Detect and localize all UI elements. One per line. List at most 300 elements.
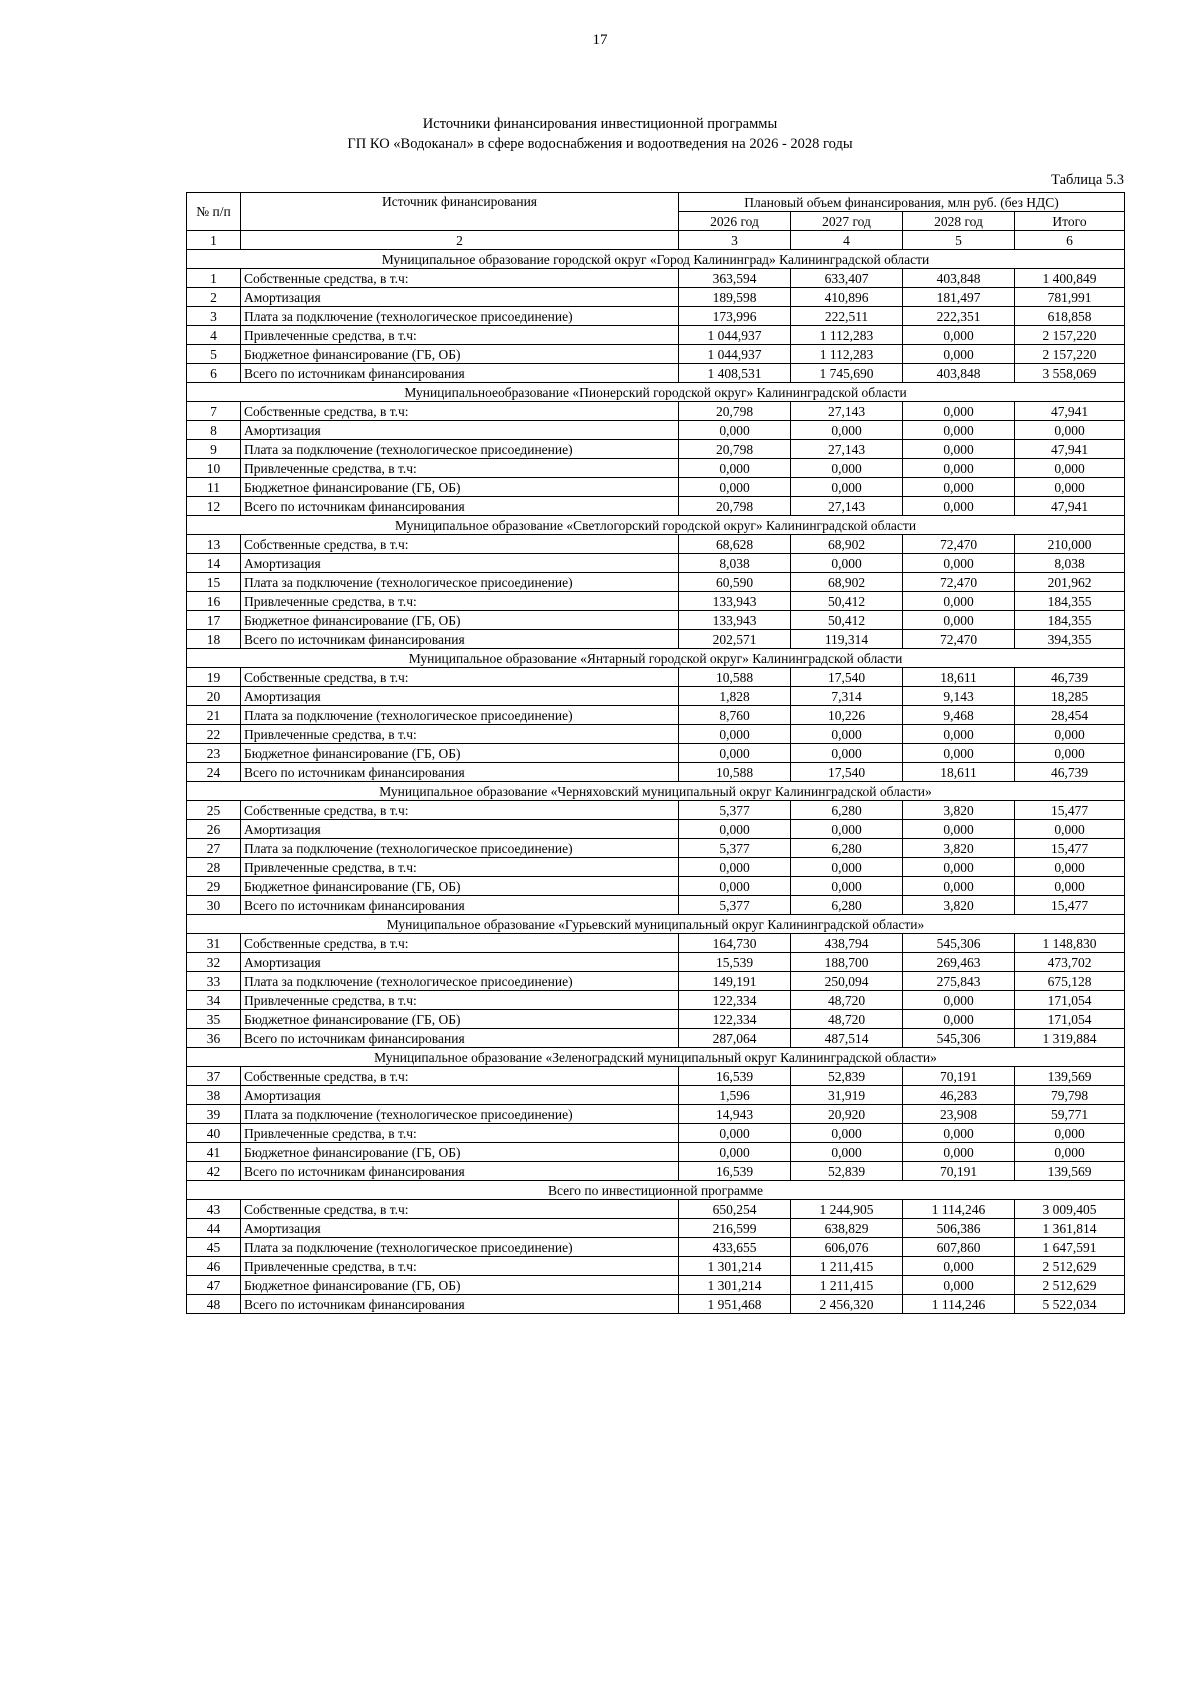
cell-total: 0,000 — [1015, 820, 1125, 839]
cell-2026: 1 301,214 — [679, 1257, 791, 1276]
table-row — [187, 1238, 1125, 1257]
cell-total: 79,798 — [1015, 1086, 1125, 1105]
cell-total: 201,962 — [1015, 573, 1125, 592]
cell-2028: 3,820 — [903, 801, 1015, 820]
row-number: 20 — [187, 687, 241, 706]
cell-2027: 0,000 — [791, 858, 903, 877]
row-number: 32 — [187, 953, 241, 972]
cell-2026: 0,000 — [679, 858, 791, 877]
cell-2028: 0,000 — [903, 326, 1015, 345]
cell-total: 171,054 — [1015, 1010, 1125, 1029]
cell-2028: 0,000 — [903, 592, 1015, 611]
row-number: 26 — [187, 820, 241, 839]
cell-total: 0,000 — [1015, 459, 1125, 478]
row-source-name: Собственные средства, в т.ч: — [241, 1200, 679, 1219]
row-source-name: Собственные средства, в т.ч: — [241, 535, 679, 554]
cell-total: 3 009,405 — [1015, 1200, 1125, 1219]
cell-total: 1 361,814 — [1015, 1219, 1125, 1238]
row-number: 36 — [187, 1029, 241, 1048]
cell-2027: 48,720 — [791, 1010, 903, 1029]
cell-2027: 6,280 — [791, 839, 903, 858]
cell-total: 0,000 — [1015, 478, 1125, 497]
row-number: 31 — [187, 934, 241, 953]
cell-2027: 52,839 — [791, 1067, 903, 1086]
cell-2026: 1,596 — [679, 1086, 791, 1105]
row-source-name: Собственные средства, в т.ч: — [241, 269, 679, 288]
row-source-name: Собственные средства, в т.ч: — [241, 668, 679, 687]
table-row — [187, 1257, 1125, 1276]
row-number: 43 — [187, 1200, 241, 1219]
row-source-name: Всего по источникам финансирования — [241, 896, 679, 915]
row-number: 8 — [187, 421, 241, 440]
cell-2028: 0,000 — [903, 459, 1015, 478]
cell-2027: 0,000 — [791, 459, 903, 478]
section-header-row — [187, 1048, 1125, 1067]
cell-2027: 1 244,905 — [791, 1200, 903, 1219]
cell-total: 184,355 — [1015, 592, 1125, 611]
section-title: Всего по инвестиционной программе — [187, 1181, 1125, 1200]
section-title: Муниципальное образование «Черняховский муниципальный округ Калининградской области» — [187, 782, 1125, 801]
cell-total: 184,355 — [1015, 611, 1125, 630]
table-row — [187, 896, 1125, 915]
row-number: 45 — [187, 1238, 241, 1257]
row-source-name: Привлеченные средства, в т.ч: — [241, 725, 679, 744]
cell-2028: 403,848 — [903, 364, 1015, 383]
cell-2027: 52,839 — [791, 1162, 903, 1181]
table-row — [187, 839, 1125, 858]
cell-total: 210,000 — [1015, 535, 1125, 554]
cell-2028: 607,860 — [903, 1238, 1015, 1257]
cell-total: 18,285 — [1015, 687, 1125, 706]
row-number: 34 — [187, 991, 241, 1010]
row-number: 42 — [187, 1162, 241, 1181]
cell-2026: 1 044,937 — [679, 326, 791, 345]
cell-total: 781,991 — [1015, 288, 1125, 307]
table-row — [187, 877, 1125, 896]
cell-2026: 0,000 — [679, 877, 791, 896]
row-number: 30 — [187, 896, 241, 915]
row-source-name: Амортизация — [241, 288, 679, 307]
cell-2026: 363,594 — [679, 269, 791, 288]
table-row — [187, 668, 1125, 687]
cell-2026: 122,334 — [679, 991, 791, 1010]
cell-2026: 0,000 — [679, 421, 791, 440]
row-number: 11 — [187, 478, 241, 497]
cell-2026: 8,760 — [679, 706, 791, 725]
cell-2027: 0,000 — [791, 725, 903, 744]
cell-2027: 48,720 — [791, 991, 903, 1010]
cell-total: 2 157,220 — [1015, 345, 1125, 364]
table-header — [187, 193, 1125, 250]
row-source-name: Плата за подключение (технологическое присоединение) — [241, 307, 679, 326]
cell-2027: 6,280 — [791, 801, 903, 820]
cell-2027: 638,829 — [791, 1219, 903, 1238]
row-source-name: Всего по источникам финансирования — [241, 1295, 679, 1314]
row-source-name: Бюджетное финансирование (ГБ, ОБ) — [241, 478, 679, 497]
table-caption: Таблица 5.3 — [1051, 172, 1124, 188]
cell-2027: 27,143 — [791, 440, 903, 459]
cell-2026: 133,943 — [679, 611, 791, 630]
row-source-name: Амортизация — [241, 1086, 679, 1105]
table-row — [187, 497, 1125, 516]
cell-2026: 433,655 — [679, 1238, 791, 1257]
cell-total: 15,477 — [1015, 839, 1125, 858]
cell-total: 59,771 — [1015, 1105, 1125, 1124]
cell-2026: 133,943 — [679, 592, 791, 611]
cell-2027: 0,000 — [791, 421, 903, 440]
col-number: 6 — [1015, 231, 1125, 250]
table-row — [187, 934, 1125, 953]
cell-total: 0,000 — [1015, 1124, 1125, 1143]
table-row — [187, 1124, 1125, 1143]
row-number: 7 — [187, 402, 241, 421]
cell-2028: 70,191 — [903, 1162, 1015, 1181]
row-number: 21 — [187, 706, 241, 725]
table-row — [187, 1086, 1125, 1105]
cell-total: 8,038 — [1015, 554, 1125, 573]
cell-2027: 1 112,283 — [791, 345, 903, 364]
cell-2028: 0,000 — [903, 1143, 1015, 1162]
table-row — [187, 991, 1125, 1010]
cell-2027: 0,000 — [791, 1124, 903, 1143]
cell-total: 139,569 — [1015, 1067, 1125, 1086]
header-year-2028: 2028 год — [903, 212, 1015, 231]
cell-2027: 17,540 — [791, 763, 903, 782]
cell-total: 47,941 — [1015, 497, 1125, 516]
cell-2026: 0,000 — [679, 478, 791, 497]
section-title: Муниципальное образование «Светлогорский городской округ» Калининградской области — [187, 516, 1125, 535]
cell-2027: 250,094 — [791, 972, 903, 991]
cell-2028: 0,000 — [903, 497, 1015, 516]
row-number: 1 — [187, 269, 241, 288]
cell-2028: 181,497 — [903, 288, 1015, 307]
cell-2027: 487,514 — [791, 1029, 903, 1048]
cell-2027: 50,412 — [791, 592, 903, 611]
cell-2027: 0,000 — [791, 478, 903, 497]
row-source-name: Бюджетное финансирование (ГБ, ОБ) — [241, 611, 679, 630]
cell-total: 394,355 — [1015, 630, 1125, 649]
cell-2027: 50,412 — [791, 611, 903, 630]
cell-total: 171,054 — [1015, 991, 1125, 1010]
cell-total: 47,941 — [1015, 402, 1125, 421]
table-row — [187, 1200, 1125, 1219]
cell-2028: 0,000 — [903, 1010, 1015, 1029]
col-number: 3 — [679, 231, 791, 250]
cell-2026: 16,539 — [679, 1162, 791, 1181]
cell-2028: 9,143 — [903, 687, 1015, 706]
document-title-line-1: Источники финансирования инвестиционной программы — [422, 116, 778, 132]
col-number: 1 — [187, 231, 241, 250]
cell-2028: 269,463 — [903, 953, 1015, 972]
section-header-row — [187, 250, 1125, 269]
cell-2027: 119,314 — [791, 630, 903, 649]
document-title — [0, 114, 1200, 154]
cell-total: 2 512,629 — [1015, 1257, 1125, 1276]
cell-2027: 1 211,415 — [791, 1276, 903, 1295]
cell-2026: 5,377 — [679, 896, 791, 915]
cell-total: 0,000 — [1015, 725, 1125, 744]
row-number: 22 — [187, 725, 241, 744]
cell-total: 618,858 — [1015, 307, 1125, 326]
row-number: 41 — [187, 1143, 241, 1162]
col-number: 2 — [241, 231, 679, 250]
row-source-name: Плата за подключение (технологическое присоединение) — [241, 706, 679, 725]
cell-2028: 222,351 — [903, 307, 1015, 326]
cell-2028: 0,000 — [903, 554, 1015, 573]
row-number: 10 — [187, 459, 241, 478]
table-row — [187, 554, 1125, 573]
cell-total: 46,739 — [1015, 668, 1125, 687]
header-volume-col: Плановый объем финансирования, млн руб. (без НДС) — [679, 193, 1125, 212]
section-title: Муниципальное образование «Зеленоградский муниципальный округ Калининградской области» — [187, 1048, 1125, 1067]
cell-total: 473,702 — [1015, 953, 1125, 972]
cell-2026: 164,730 — [679, 934, 791, 953]
table-row — [187, 1219, 1125, 1238]
header-total: Итого — [1015, 212, 1125, 231]
cell-2026: 0,000 — [679, 1143, 791, 1162]
table-row — [187, 269, 1125, 288]
cell-2027: 0,000 — [791, 554, 903, 573]
row-number: 19 — [187, 668, 241, 687]
cell-2028: 275,843 — [903, 972, 1015, 991]
row-number: 12 — [187, 497, 241, 516]
cell-2028: 0,000 — [903, 421, 1015, 440]
row-number: 28 — [187, 858, 241, 877]
table-row — [187, 573, 1125, 592]
cell-2027: 0,000 — [791, 744, 903, 763]
section-header-row — [187, 649, 1125, 668]
cell-2028: 46,283 — [903, 1086, 1015, 1105]
cell-2026: 1 951,468 — [679, 1295, 791, 1314]
cell-2027: 1 211,415 — [791, 1257, 903, 1276]
table-row — [187, 1010, 1125, 1029]
cell-total: 0,000 — [1015, 877, 1125, 896]
table-row — [187, 288, 1125, 307]
row-source-name: Привлеченные средства, в т.ч: — [241, 1257, 679, 1276]
cell-2028: 0,000 — [903, 744, 1015, 763]
cell-2026: 0,000 — [679, 725, 791, 744]
cell-2027: 27,143 — [791, 497, 903, 516]
table-row — [187, 1162, 1125, 1181]
row-number: 29 — [187, 877, 241, 896]
cell-total: 0,000 — [1015, 421, 1125, 440]
row-number: 5 — [187, 345, 241, 364]
row-source-name: Плата за подключение (технологическое присоединение) — [241, 1105, 679, 1124]
cell-2028: 72,470 — [903, 535, 1015, 554]
row-number: 15 — [187, 573, 241, 592]
table-row — [187, 820, 1125, 839]
cell-2027: 2 456,320 — [791, 1295, 903, 1314]
row-source-name: Бюджетное финансирование (ГБ, ОБ) — [241, 877, 679, 896]
table-row — [187, 345, 1125, 364]
cell-2028: 72,470 — [903, 630, 1015, 649]
table-row — [187, 402, 1125, 421]
table-row — [187, 630, 1125, 649]
row-number: 27 — [187, 839, 241, 858]
cell-2026: 60,590 — [679, 573, 791, 592]
cell-2026: 0,000 — [679, 1124, 791, 1143]
row-source-name: Собственные средства, в т.ч: — [241, 934, 679, 953]
header-year-2027: 2027 год — [791, 212, 903, 231]
row-number: 40 — [187, 1124, 241, 1143]
cell-2027: 20,920 — [791, 1105, 903, 1124]
header-source-col: Источник финансирования — [241, 193, 679, 231]
row-source-name: Амортизация — [241, 421, 679, 440]
cell-2026: 122,334 — [679, 1010, 791, 1029]
row-number: 13 — [187, 535, 241, 554]
cell-total: 0,000 — [1015, 1143, 1125, 1162]
table-row — [187, 1067, 1125, 1086]
cell-2027: 27,143 — [791, 402, 903, 421]
section-header-row — [187, 383, 1125, 402]
table-body — [187, 250, 1125, 1314]
cell-2027: 6,280 — [791, 896, 903, 915]
row-number: 37 — [187, 1067, 241, 1086]
row-source-name: Собственные средства, в т.ч: — [241, 801, 679, 820]
cell-2028: 403,848 — [903, 269, 1015, 288]
table-row — [187, 421, 1125, 440]
cell-2028: 0,000 — [903, 1124, 1015, 1143]
row-source-name: Всего по источникам финансирования — [241, 630, 679, 649]
cell-2026: 14,943 — [679, 1105, 791, 1124]
cell-2028: 0,000 — [903, 820, 1015, 839]
cell-2026: 1 408,531 — [679, 364, 791, 383]
cell-2027: 1 745,690 — [791, 364, 903, 383]
row-source-name: Собственные средства, в т.ч: — [241, 402, 679, 421]
cell-2026: 287,064 — [679, 1029, 791, 1048]
cell-2028: 9,468 — [903, 706, 1015, 725]
row-number: 33 — [187, 972, 241, 991]
row-number: 16 — [187, 592, 241, 611]
row-number: 38 — [187, 1086, 241, 1105]
row-number: 4 — [187, 326, 241, 345]
header-num-col: № п/п — [187, 193, 241, 231]
cell-2027: 31,919 — [791, 1086, 903, 1105]
cell-2028: 0,000 — [903, 345, 1015, 364]
cell-2027: 10,226 — [791, 706, 903, 725]
row-number: 39 — [187, 1105, 241, 1124]
row-source-name: Привлеченные средства, в т.ч: — [241, 326, 679, 345]
row-number: 17 — [187, 611, 241, 630]
cell-2027: 188,700 — [791, 953, 903, 972]
table-row — [187, 478, 1125, 497]
table-row — [187, 535, 1125, 554]
row-number: 18 — [187, 630, 241, 649]
col-number: 4 — [791, 231, 903, 250]
cell-2028: 506,386 — [903, 1219, 1015, 1238]
cell-2026: 173,996 — [679, 307, 791, 326]
section-title: Муниципальное образование «Янтарный городской округ» Калининградской области — [187, 649, 1125, 668]
cell-2026: 10,588 — [679, 668, 791, 687]
section-header-row — [187, 516, 1125, 535]
cell-total: 2 157,220 — [1015, 326, 1125, 345]
cell-2027: 606,076 — [791, 1238, 903, 1257]
cell-2028: 72,470 — [903, 573, 1015, 592]
row-source-name: Бюджетное финансирование (ГБ, ОБ) — [241, 1276, 679, 1295]
cell-2026: 20,798 — [679, 402, 791, 421]
cell-2027: 0,000 — [791, 877, 903, 896]
row-source-name: Плата за подключение (технологическое присоединение) — [241, 573, 679, 592]
row-source-name: Плата за подключение (технологическое присоединение) — [241, 839, 679, 858]
cell-2028: 0,000 — [903, 858, 1015, 877]
cell-2026: 149,191 — [679, 972, 791, 991]
cell-2028: 0,000 — [903, 1257, 1015, 1276]
cell-2028: 545,306 — [903, 934, 1015, 953]
cell-2026: 0,000 — [679, 459, 791, 478]
cell-total: 15,477 — [1015, 801, 1125, 820]
row-source-name: Всего по источникам финансирования — [241, 763, 679, 782]
table-row — [187, 801, 1125, 820]
section-header-row — [187, 782, 1125, 801]
row-number: 6 — [187, 364, 241, 383]
cell-2026: 1 301,214 — [679, 1276, 791, 1295]
cell-2028: 1 114,246 — [903, 1295, 1015, 1314]
cell-2027: 1 112,283 — [791, 326, 903, 345]
cell-2026: 1 044,937 — [679, 345, 791, 364]
table-row — [187, 459, 1125, 478]
table-row — [187, 725, 1125, 744]
cell-2028: 545,306 — [903, 1029, 1015, 1048]
col-number: 5 — [903, 231, 1015, 250]
row-source-name: Всего по источникам финансирования — [241, 1162, 679, 1181]
cell-total: 0,000 — [1015, 744, 1125, 763]
table-row — [187, 326, 1125, 345]
table-row — [187, 953, 1125, 972]
cell-total: 139,569 — [1015, 1162, 1125, 1181]
cell-total: 3 558,069 — [1015, 364, 1125, 383]
row-source-name: Привлеченные средства, в т.ч: — [241, 459, 679, 478]
cell-2027: 410,896 — [791, 288, 903, 307]
cell-2027: 0,000 — [791, 1143, 903, 1162]
row-source-name: Плата за подключение (технологическое присоединение) — [241, 440, 679, 459]
cell-2026: 16,539 — [679, 1067, 791, 1086]
cell-2027: 7,314 — [791, 687, 903, 706]
row-source-name: Амортизация — [241, 953, 679, 972]
row-source-name: Всего по источникам финансирования — [241, 1029, 679, 1048]
cell-2026: 10,588 — [679, 763, 791, 782]
row-number: 3 — [187, 307, 241, 326]
cell-2027: 17,540 — [791, 668, 903, 687]
row-source-name: Амортизация — [241, 820, 679, 839]
row-source-name: Амортизация — [241, 1219, 679, 1238]
cell-2028: 23,908 — [903, 1105, 1015, 1124]
row-source-name: Амортизация — [241, 687, 679, 706]
table-row — [187, 1105, 1125, 1124]
row-number: 2 — [187, 288, 241, 307]
cell-2028: 0,000 — [903, 877, 1015, 896]
row-source-name: Бюджетное финансирование (ГБ, ОБ) — [241, 744, 679, 763]
table-row — [187, 858, 1125, 877]
table-row — [187, 440, 1125, 459]
financing-table — [186, 192, 1125, 1314]
cell-2027: 438,794 — [791, 934, 903, 953]
cell-2028: 18,611 — [903, 668, 1015, 687]
cell-total: 1 319,884 — [1015, 1029, 1125, 1048]
cell-2026: 1,828 — [679, 687, 791, 706]
row-source-name: Плата за подключение (технологическое присоединение) — [241, 1238, 679, 1257]
cell-2026: 202,571 — [679, 630, 791, 649]
table-row — [187, 687, 1125, 706]
table-row — [187, 972, 1125, 991]
row-source-name: Привлеченные средства, в т.ч: — [241, 858, 679, 877]
cell-2027: 68,902 — [791, 573, 903, 592]
section-title: Муниципальное образование городской округ «Город Калининград» Калининградской области — [187, 250, 1125, 269]
row-source-name: Всего по источникам финансирования — [241, 364, 679, 383]
cell-2028: 0,000 — [903, 402, 1015, 421]
section-header-row — [187, 915, 1125, 934]
cell-total: 0,000 — [1015, 858, 1125, 877]
row-source-name: Всего по источникам финансирования — [241, 497, 679, 516]
